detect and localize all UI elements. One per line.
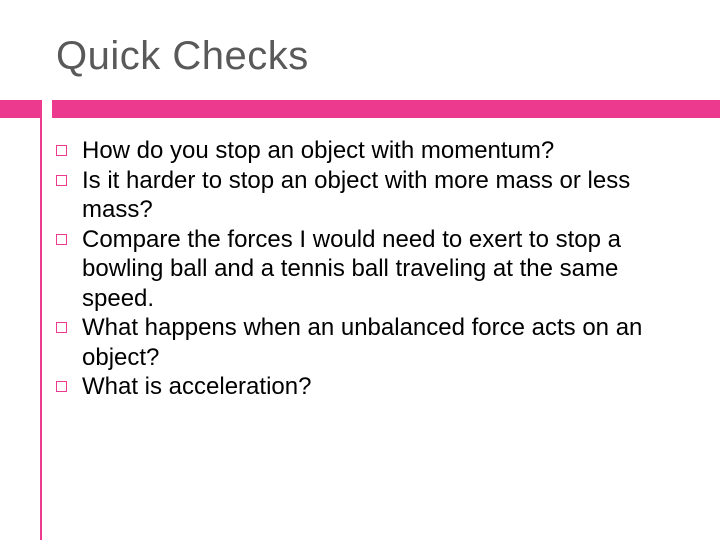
bullet-text: Is it harder to stop an object with more mass or less mass? [82,166,631,223]
bullet-item [56,136,696,166]
bullet-item [56,313,696,372]
bullet-text: What is acceleration? [82,373,312,400]
bullet-text: How do you stop an object with momentum? [82,137,555,164]
hollow-square-bullet-icon [56,145,67,156]
hollow-square-bullet-icon [56,175,67,186]
bullet-item [56,166,696,225]
hollow-square-bullet-icon [56,381,67,392]
hollow-square-bullet-icon [56,234,67,245]
bullet-item [56,372,696,402]
bullet-list [56,136,696,402]
slide-title: Quick Checks [56,34,309,78]
accent-vertical-line [40,100,42,540]
accent-bar-left [0,100,40,118]
bullet-item [56,225,696,314]
bullet-text: Compare the forces I would need to exert to stop a bowling ball and a tennis ball traveling at the same speed. [82,225,621,312]
accent-bar-right [52,100,720,118]
hollow-square-bullet-icon [56,322,67,333]
bullet-text: What happens when an unbalanced force acts on an object? [82,314,643,371]
